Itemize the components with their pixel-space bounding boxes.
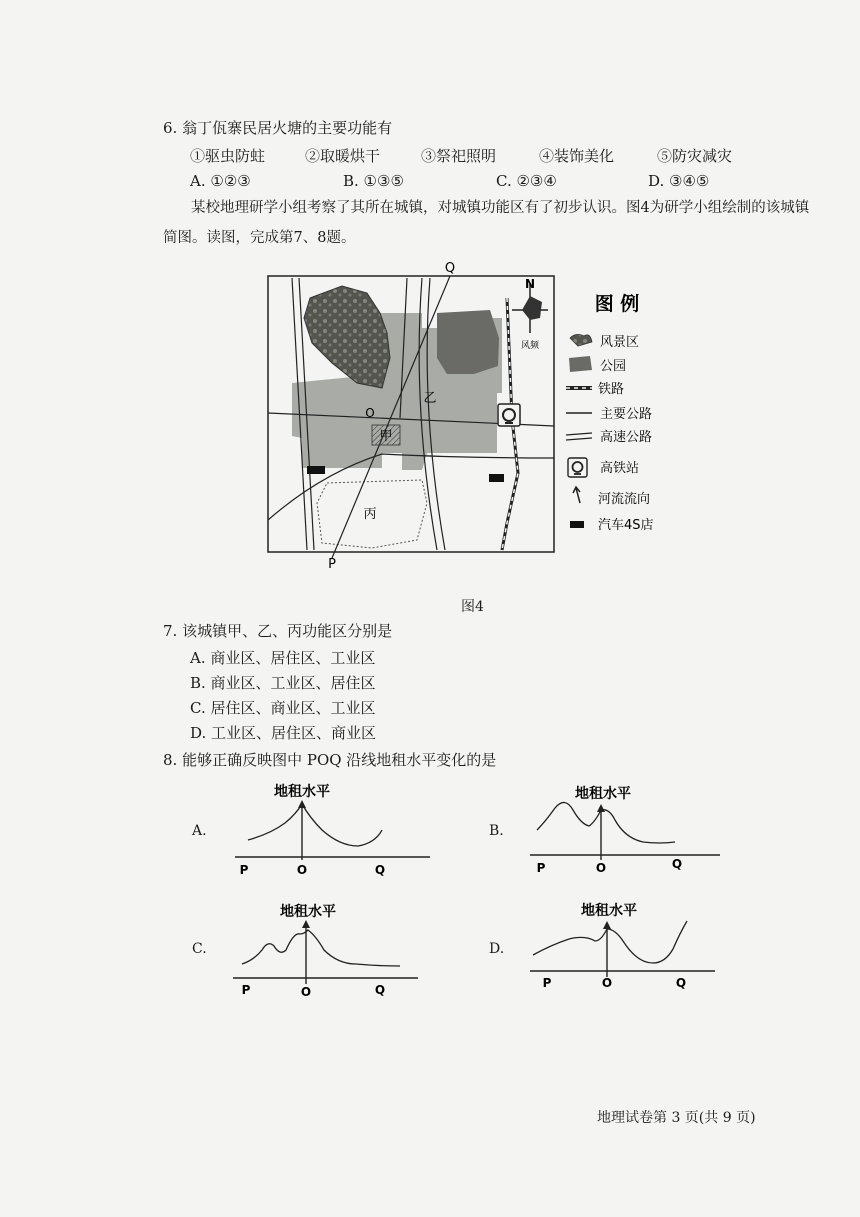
- north-label: N: [524, 277, 536, 291]
- q8-choice-d-letter[interactable]: D.: [489, 941, 505, 957]
- q8-graph-d[interactable]: [525, 893, 725, 993]
- legend-item-scenic: [570, 334, 639, 350]
- q8-choice-a-letter[interactable]: A.: [192, 823, 207, 839]
- graph-label-o: O: [296, 863, 308, 877]
- map-label-o: O: [365, 406, 375, 420]
- legend-item-railway: [566, 381, 624, 397]
- expressway-icon: [566, 433, 592, 435]
- graph-label-p: P: [241, 983, 251, 997]
- q7-choice-a[interactable]: A. 商业区、居住区、工业区: [190, 649, 376, 667]
- legend-item-main-road: [566, 407, 652, 422]
- q6-stem: 6. 翁丁佤寨民居火塘的主要功能有: [163, 119, 393, 137]
- park-shape: [437, 310, 499, 374]
- legend-label: 铁路: [598, 382, 625, 397]
- graph-label-q: Q: [675, 976, 687, 990]
- map-label-p: P: [328, 557, 336, 572]
- legend-label: 高铁站: [600, 461, 640, 476]
- graph-label-o: O: [300, 985, 312, 998]
- legend-item-car-4s: [570, 517, 654, 533]
- q7-choice-b[interactable]: B. 商业区、工业区、居住区: [190, 674, 376, 692]
- q8-choice-b-letter[interactable]: B.: [489, 823, 504, 839]
- q6-choice-d[interactable]: D. ③④⑤: [648, 172, 710, 190]
- graph-label-o: O: [601, 976, 613, 990]
- zone-yi-label: 乙: [423, 391, 437, 406]
- legend-label: 河流流向: [598, 492, 651, 507]
- q8-graph-c[interactable]: [228, 898, 433, 998]
- park-icon: [569, 356, 592, 372]
- q8-graph-b[interactable]: [525, 778, 725, 878]
- legend-item-expressway: [566, 429, 652, 445]
- q6-item-4: ④装饰美化: [539, 147, 615, 165]
- q6-item-2: ②取暖烘干: [305, 147, 381, 165]
- q8-graph-a[interactable]: [230, 778, 435, 878]
- wind-frequency-label: 风频: [520, 341, 540, 351]
- q8-stem: 8. 能够正确反映图中 POQ 沿线地租水平变化的是: [163, 751, 497, 769]
- graph-title: 地租水平: [581, 903, 637, 919]
- figure-caption: 图4: [461, 599, 484, 615]
- scenic-area-icon: [570, 334, 592, 346]
- zone-jia-label: 甲: [379, 429, 393, 444]
- q6-item-1: ①驱虫防蛀: [190, 147, 266, 165]
- q8-choice-c-letter[interactable]: C.: [192, 941, 207, 957]
- legend-item-hsr-station: [568, 458, 639, 477]
- legend-label: 风景区: [600, 335, 640, 350]
- car-4s-store-marker: [307, 466, 325, 474]
- q6-item-5: ⑤防灾减灾: [657, 147, 733, 165]
- q6-item-3: ③祭祀照明: [421, 147, 497, 165]
- legend-label: 主要公路: [600, 407, 653, 422]
- graph-title: 地租水平: [280, 904, 336, 920]
- zone-bing-label: 丙: [363, 507, 377, 522]
- graph-label-q: Q: [374, 983, 386, 997]
- graph-title: 地租水平: [575, 786, 631, 802]
- legend-title: 图 例: [594, 293, 640, 315]
- q6-choice-a[interactable]: A. ①②③: [190, 172, 251, 190]
- legend-label: 公园: [600, 359, 627, 374]
- graph-label-q: Q: [374, 863, 386, 877]
- q6-choice-b[interactable]: B. ①③⑤: [343, 172, 404, 190]
- river-flow-arrow-icon: [573, 487, 580, 503]
- legend-label: 高速公路: [600, 430, 653, 445]
- page-footer: 地理试卷第 3 页(共 9 页): [597, 1110, 756, 1126]
- legend-item-park: [569, 356, 626, 374]
- graph-label-p: P: [542, 976, 552, 990]
- legend-item-river: [573, 487, 650, 507]
- graph-label-p: P: [239, 863, 249, 877]
- graph-label-o: O: [595, 861, 607, 875]
- q6-choice-c[interactable]: C. ②③④: [496, 172, 557, 190]
- intro-paragraph: 某校地理研学小组考察了其所在城镇，对城镇功能区有了初步认识。图4为研学小组绘制的该城镇简图。读图，完成第7、8题。: [163, 200, 810, 246]
- graph-title: 地租水平: [274, 784, 330, 800]
- car-4s-store-marker: [489, 474, 504, 482]
- town-map-figure: [262, 258, 662, 573]
- q7-choice-c[interactable]: C. 居住区、商业区、工业区: [190, 699, 376, 717]
- legend-label: 汽车4S店: [598, 518, 654, 533]
- graph-label-q: Q: [671, 857, 683, 871]
- map-label-q: Q: [444, 261, 456, 276]
- graph-label-p: P: [536, 861, 546, 875]
- q7-stem: 7. 该城镇甲、乙、丙功能区分别是: [163, 622, 393, 640]
- q7-choice-d[interactable]: D. 工业区、居住区、商业区: [190, 724, 377, 742]
- high-speed-rail-station-icon: [498, 404, 520, 426]
- car-4s-store-icon: [570, 521, 584, 528]
